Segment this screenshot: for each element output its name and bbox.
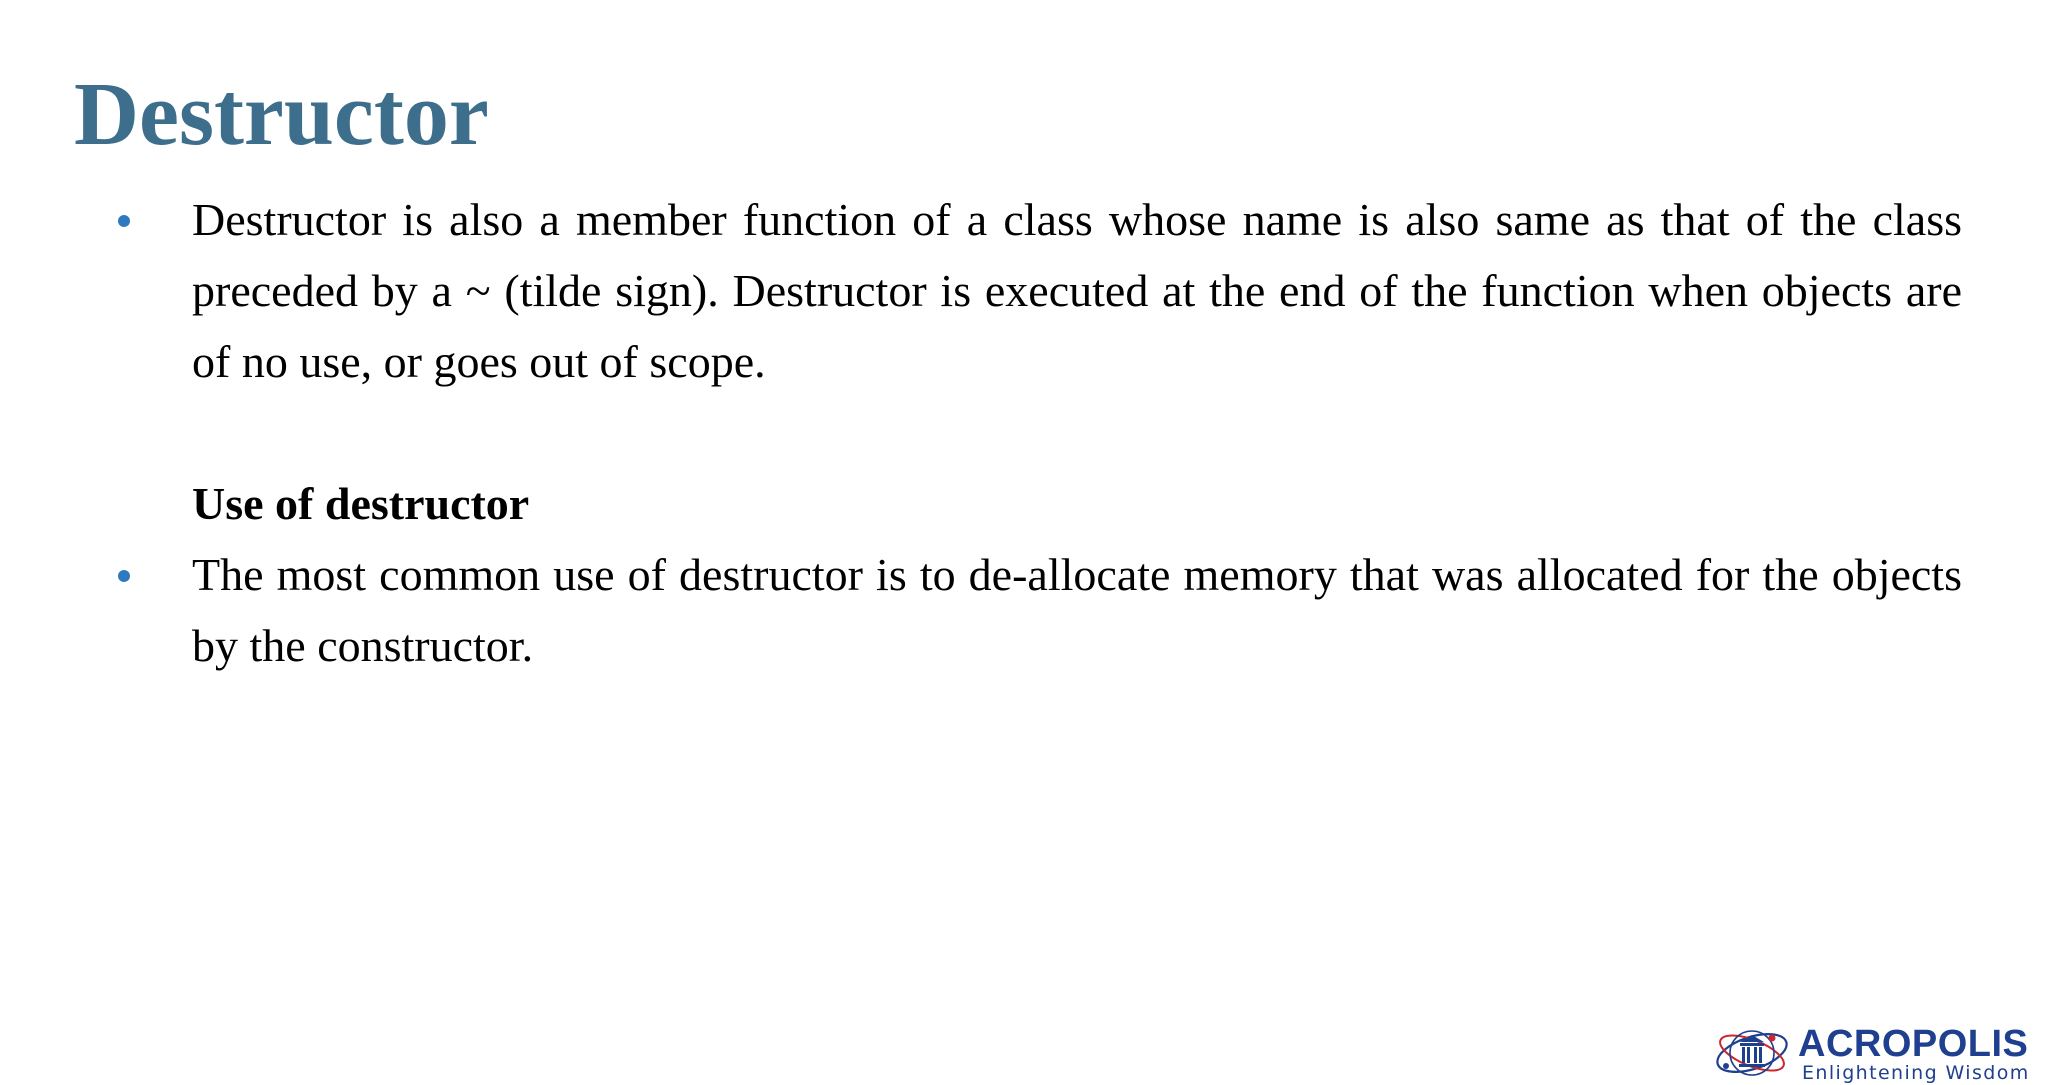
bullet-dot-icon	[118, 570, 130, 582]
acropolis-logo	[1712, 1018, 2032, 1085]
logo-name: ACROPOLIS	[1798, 1023, 2029, 1065]
bullet-text: The most common use of destructor is to de-allocate memory that was allocated for the objects by the constructor.	[192, 549, 1962, 671]
bullet-dot-icon	[118, 215, 130, 227]
slide-title: Destructor	[74, 65, 489, 164]
spacer	[112, 397, 1962, 468]
acropolis-emblem-icon	[1712, 1020, 1792, 1085]
bullet-item	[112, 539, 1962, 681]
logo-tagline: Enlightening Wisdom	[1802, 1062, 2030, 1084]
slide-content	[112, 184, 1962, 681]
bullet-item	[112, 184, 1962, 397]
subheading: Use of destructor	[192, 478, 530, 529]
bullet-text: Destructor is also a member function of a class whose name is also same as that of the class preceded by a ~ (tilde sign). Destructor is executed at the end of the function when objects are of no use, or goes out of scope.	[192, 194, 1962, 387]
